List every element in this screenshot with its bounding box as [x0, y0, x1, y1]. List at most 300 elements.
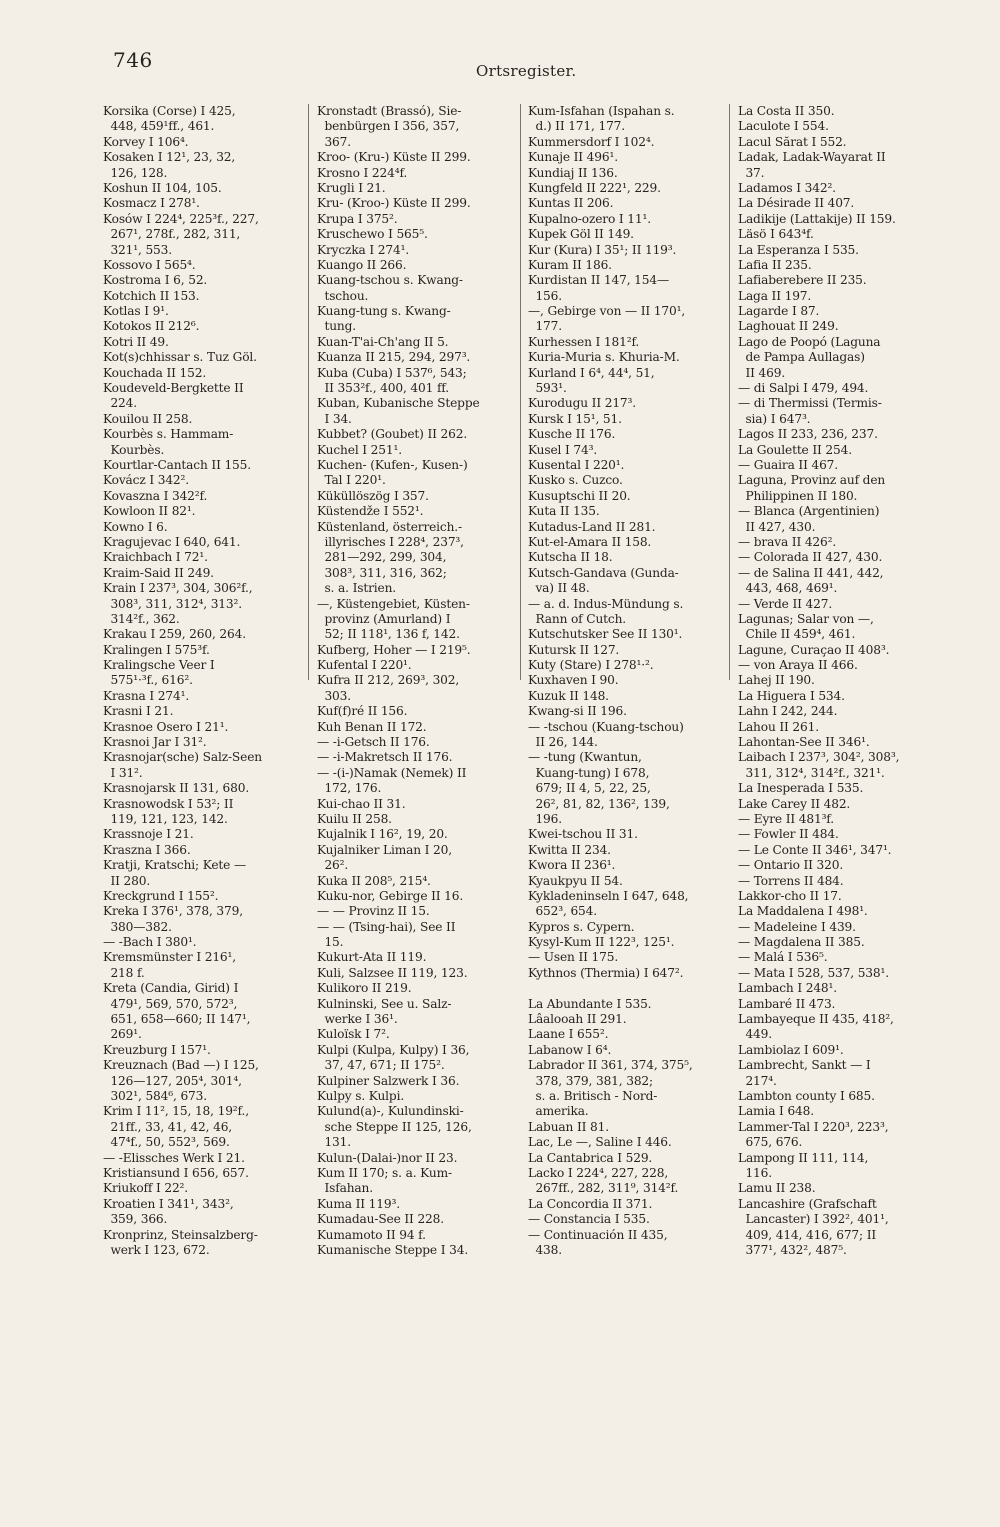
index-line: — a. d. Indus-Mündung s.: [528, 596, 684, 611]
index-line: 651, 658—660; II 147¹,: [103, 1012, 251, 1027]
index-line: Kulun-(Dalai-)nor II 23.: [317, 1150, 458, 1165]
index-line: 269¹.: [103, 1027, 142, 1042]
index-line: 267ff., 282, 311⁹, 314²f.: [528, 1181, 679, 1196]
index-line: Kroatien I 341¹, 343²,: [103, 1196, 234, 1211]
index-line: Kosmacz I 278¹.: [103, 196, 200, 211]
index-line: Kriukoff I 22².: [103, 1181, 189, 1196]
index-line: 126, 128.: [103, 165, 168, 180]
index-line: Kuka II 208⁵, 215⁴.: [317, 873, 431, 888]
index-line: Kungfeld II 222¹, 229.: [528, 180, 661, 195]
index-line: — Usen II 175.: [528, 950, 619, 965]
index-line: Krugli I 21.: [317, 180, 386, 195]
index-line: va) II 48.: [528, 581, 590, 596]
index-line: Kulpy s. Kulpi.: [317, 1089, 405, 1103]
index-line: 21ff., 33, 41, 42, 46,: [103, 1119, 233, 1134]
index-line: Kuli, Salzsee II 119, 123.: [317, 965, 468, 980]
index-line: 448, 459¹ff., 461.: [103, 119, 215, 134]
index-line: Kragujevac I 640, 641.: [103, 534, 241, 549]
index-line: Kur (Kura) I 35¹; II 119³.: [528, 242, 677, 257]
index-line: d.) II 171, 177.: [528, 119, 626, 134]
index-line: La Goulette II 254.: [738, 442, 852, 457]
index-line: Kulninski, See u. Salz-: [317, 996, 452, 1011]
index-line: Kreuznach (Bad —) I 125,: [103, 1058, 259, 1073]
index-line: Kuloïsk I 7².: [317, 1027, 390, 1042]
index-line: tung.: [317, 319, 356, 334]
index-line: Lagunas; Salar von —,: [738, 611, 874, 626]
index-line: Lac, Le —, Saline I 446.: [528, 1135, 672, 1150]
index-line: Kuang-tschou s. Kwang-: [317, 273, 463, 288]
index-line: Lakkor-cho II 17.: [738, 888, 842, 903]
index-line: Ladikije (Lattakije) II 159.: [738, 211, 896, 226]
index-line: Krasnoe Osero I 21¹.: [103, 719, 229, 734]
index-line: 196.: [528, 811, 562, 826]
index-line: 52; II 118¹, 136 f, 142.: [317, 627, 460, 642]
index-line: Laibach I 237³, 304², 308³,: [738, 750, 900, 765]
index-line: Lamu II 238.: [738, 1181, 816, 1196]
index-line: —, Küstengebiet, Küsten-: [317, 596, 470, 611]
index-line: Kuria-Muria s. Khuria-M.: [528, 350, 680, 365]
index-line: — Le Conte II 346¹, 347¹.: [738, 842, 892, 857]
index-line: Lamia I 648.: [738, 1104, 814, 1119]
index-line: Kulikoro II 219.: [317, 981, 412, 996]
index-line: La Désirade II 407.: [738, 196, 855, 211]
index-line: Krasni I 21.: [103, 704, 174, 719]
index-line: 377¹, 432², 487⁵.: [738, 1242, 847, 1257]
index-line: Kru- (Kroo-) Küste II 299.: [317, 196, 471, 211]
index-line: La Concordia II 371.: [528, 1196, 653, 1211]
index-line: Chile II 459⁴, 461.: [738, 627, 856, 642]
index-line: La Esperanza I 535.: [738, 242, 859, 257]
index-line: Kuang-tung) I 678,: [528, 765, 650, 780]
index-line: Küstendže I 552¹.: [317, 504, 424, 519]
index-line: 302¹, 584⁶, 673.: [103, 1089, 207, 1103]
index-line: I 31².: [103, 765, 143, 780]
index-line: — Constancia I 535.: [528, 1212, 650, 1227]
index-line: Lambiolaz I 609¹.: [738, 1042, 844, 1057]
index-line: Kwitta II 234.: [528, 842, 611, 857]
index-line: Ladak, Ladak-Wayarat II: [738, 150, 886, 165]
index-line: Lancashire (Grafschaft: [738, 1196, 877, 1211]
index-line: Lagos II 233, 236, 237.: [738, 427, 878, 442]
index-line: Korsika (Corse) I 425,: [103, 104, 236, 118]
index-line: Kutadus-Land II 281.: [528, 519, 656, 534]
index-line: 217⁴.: [738, 1073, 777, 1088]
index-line: Kuchel I 251¹.: [317, 442, 402, 457]
page-number: 746: [113, 48, 153, 72]
index-line: — -tschou (Kuang-tschou): [528, 719, 684, 734]
index-line: Kuilu II 258.: [317, 811, 392, 826]
index-line: 367.: [317, 134, 351, 149]
index-line: 26², 81, 82, 136², 139,: [528, 796, 670, 811]
index-line: 308³, 311, 316, 362;: [317, 565, 447, 580]
index-line: Lâalooah II 291.: [528, 1012, 627, 1027]
index-line: Kryczka I 274¹.: [317, 242, 410, 257]
index-line: — Verde II 427.: [738, 596, 833, 611]
index-line: Lafiaberebere II 235.: [738, 273, 867, 288]
index-line: Kuty (Stare) I 278¹·².: [528, 658, 654, 673]
index-line: Kossovo I 565⁴.: [103, 257, 196, 272]
index-line: — -i-Getsch II 176.: [317, 735, 430, 750]
index-line: Kristiansund I 656, 657.: [103, 1165, 249, 1180]
index-line: Kuchen- (Kufen-, Kusen-): [317, 457, 468, 472]
index-line: 303.: [317, 688, 351, 703]
index-line: sia) I 647³.: [738, 411, 811, 426]
index-line: Kremsmünster I 216¹,: [103, 950, 236, 965]
index-line: Kwang-si II 196.: [528, 704, 627, 719]
index-line: — -i-Makretsch II 176.: [317, 750, 453, 765]
index-line: Lagune, Curaçao II 408³.: [738, 642, 890, 657]
index-line: Kummersdorf I 102⁴.: [528, 134, 655, 149]
index-line: Kreta (Candia, Girid) I: [103, 981, 239, 996]
index-line: Koudeveld-Bergkette II: [103, 381, 244, 396]
index-line: Labuan II 81.: [528, 1119, 609, 1134]
index-line: 321¹, 553.: [103, 242, 172, 257]
index-line: Kuku-nor, Gebirge II 16.: [317, 888, 464, 903]
index-line: — -(i-)Namak (Nemek) II: [317, 765, 467, 780]
index-line: Kuxhaven I 90.: [528, 673, 619, 688]
index-line: 575¹·³f., 616².: [103, 673, 193, 688]
index-line: La Abundante I 535.: [528, 996, 652, 1011]
index-line: Lambrecht, Sankt — I: [738, 1058, 871, 1073]
index-line: Kotchich II 153.: [103, 288, 200, 303]
index-line: 311, 312⁴, 314²f., 321¹.: [738, 765, 885, 780]
index-line: Krasnojar(sche) Salz-Seen: [103, 750, 262, 765]
index-line: Kwora II 236¹.: [528, 858, 616, 873]
index-line: Kraichbach I 72¹.: [103, 550, 208, 565]
index-line: Korvey I 106⁴.: [103, 134, 189, 149]
index-line: Kulpi (Kulpa, Kulpy) I 36,: [317, 1042, 470, 1057]
index-line: Kufberg, Hoher — I 219⁵.: [317, 642, 471, 657]
index-line: Kronstadt (Brassó), Sie-: [317, 104, 462, 118]
index-line: Kotri II 49.: [103, 334, 169, 349]
index-line: 131.: [317, 1135, 351, 1150]
index-line: — de Salina II 441, 442,: [738, 565, 884, 580]
index-line: Krain I 237³, 304, 306²f.,: [103, 581, 253, 596]
index-line: Kursk I 15¹, 51.: [528, 411, 622, 426]
index-line: 593¹.: [528, 381, 567, 396]
index-line: Ladamos I 342².: [738, 180, 836, 195]
index-line: — Madeleine I 439.: [738, 919, 856, 934]
index-line: Laghouat II 249.: [738, 319, 839, 334]
index-line: Kurland I 6⁴, 44⁴, 51,: [528, 365, 655, 380]
index-line: Kysyl-Kum II 122³, 125¹.: [528, 935, 675, 950]
index-line: Kutursk II 127.: [528, 642, 620, 657]
index-line: Lahontan-See II 346¹.: [738, 735, 870, 750]
index-line: Philippinen II 180.: [738, 488, 858, 503]
index-line: 267¹, 278f., 282, 311,: [103, 227, 241, 242]
index-line: sche Steppe II 125, 126,: [317, 1119, 472, 1134]
index-line: Kratji, Kratschi; Kete —: [103, 858, 246, 873]
index-line: Kufental I 220¹.: [317, 658, 412, 673]
index-line: 15.: [317, 935, 344, 950]
index-line: 47⁴f., 50, 552³, 569.: [103, 1135, 230, 1150]
index-line: Kowno I 6.: [103, 519, 168, 534]
index-line: Lake Carey II 482.: [738, 796, 851, 811]
index-line: Kovácz I 342².: [103, 473, 189, 488]
index-line: — Guaira II 467.: [738, 457, 839, 472]
index-line: Kykladeninseln I 647, 648,: [528, 888, 689, 903]
index-line: Krasnojarsk II 131, 680.: [103, 781, 250, 796]
index-line: Lafia II 235.: [738, 257, 812, 272]
index-line: Kouilou II 258.: [103, 411, 193, 426]
index-line: Kukurt-Ata II 119.: [317, 950, 427, 965]
index-line: — -Bach I 380¹.: [103, 935, 197, 950]
index-line: Kuango II 266.: [317, 257, 407, 272]
index-line: Kowloon II 82¹.: [103, 504, 196, 519]
index-line: Kumanische Steppe I 34.: [317, 1242, 469, 1257]
index-line: Kusuptschi II 20.: [528, 488, 631, 503]
index-line: Koshun II 104, 105.: [103, 180, 222, 195]
index-line: Krupa I 375².: [317, 211, 398, 226]
index-line: Kum-Isfahan (Ispahan s.: [528, 104, 675, 118]
index-line: II 26, 144.: [528, 735, 598, 750]
index-line: Labrador II 361, 374, 375⁵,: [528, 1058, 693, 1073]
index-line: La Inesperada I 535.: [738, 781, 864, 796]
index-line: La Maddalena I 498¹.: [738, 904, 868, 919]
index-line: Kurhessen I 181²f.: [528, 334, 640, 349]
index-line: — Eyre II 481³f.: [738, 811, 834, 826]
index-line: amerika.: [528, 1104, 589, 1119]
index-line: Kosaken I 12¹, 23, 32,: [103, 150, 236, 165]
index-line: — Continuación II 435,: [528, 1227, 668, 1242]
index-line: II 353²f., 400, 401 ff.: [317, 381, 449, 396]
index-column-3: [528, 104, 730, 1258]
index-line: [528, 981, 730, 996]
index-line: Lacul Sărat I 552.: [738, 134, 847, 149]
index-line: II 280.: [103, 873, 151, 888]
index-line: 26².: [317, 858, 349, 873]
index-line: Kostroma I 6, 52.: [103, 273, 208, 288]
index-line: 359, 366.: [103, 1212, 168, 1227]
index-line: Lago de Poopó (Laguna: [738, 334, 881, 349]
index-line: illyrisches I 228⁴, 237³,: [317, 534, 464, 549]
index-line: 438.: [528, 1242, 562, 1257]
index-line: II 469.: [738, 365, 786, 380]
index-line: Kwei-tschou II 31.: [528, 827, 638, 842]
index-line: Kreka I 376¹, 378, 379,: [103, 904, 243, 919]
index-line: Kupek Göl II 149.: [528, 227, 634, 242]
index-line: Kuntas II 206.: [528, 196, 614, 211]
index-line: Kut-el-Amara II 158.: [528, 534, 652, 549]
index-line: Kurodugu II 217³.: [528, 396, 637, 411]
index-line: 116.: [738, 1165, 772, 1180]
index-line: — brava II 426².: [738, 534, 837, 549]
index-line: Kuh Benan II 172.: [317, 719, 427, 734]
index-line: Kuta II 135.: [528, 504, 600, 519]
index-line: Kusche II 176.: [528, 427, 616, 442]
index-line: s. a. Istrien.: [317, 581, 396, 596]
index-line: Lacko I 224⁴, 227, 228,: [528, 1165, 669, 1180]
index-line: Küküllöszög I 357.: [317, 488, 429, 503]
index-line: Krosno I 224⁴f.: [317, 165, 408, 180]
index-line: Kutschutsker See II 130¹.: [528, 627, 683, 642]
index-line: Kotokos II 212⁶.: [103, 319, 200, 334]
index-line: Laguna, Provinz auf den: [738, 473, 886, 488]
index-line: Kosów I 224⁴, 225³f., 227,: [103, 211, 259, 226]
index-line: Lancaster) I 392², 401¹,: [738, 1212, 889, 1227]
index-line: Lammer-Tal I 220³, 223³,: [738, 1119, 889, 1134]
index-line: —, Gebirge von — II 170¹,: [528, 304, 686, 319]
index-line: 119, 121, 123, 142.: [103, 811, 228, 826]
index-line: — Torrens II 484.: [738, 873, 844, 888]
index-line: 281—292, 299, 304,: [317, 550, 447, 565]
index-line: werke I 36¹.: [317, 1012, 398, 1027]
index-line: Kronprinz, Steinsalzberg-: [103, 1227, 258, 1242]
column-rule: [520, 104, 521, 680]
column-rule: [308, 104, 309, 680]
index-line: — von Araya II 466.: [738, 658, 858, 673]
index-line: Lampong II 111, 114,: [738, 1150, 869, 1165]
index-line: 409, 414, 416, 677; II: [738, 1227, 877, 1242]
index-line: Küstenland, österreich.-: [317, 519, 462, 534]
index-line: Kralingen I 575³f.: [103, 642, 210, 657]
index-line: Laculote I 554.: [738, 119, 829, 134]
index-line: 479¹, 569, 570, 572³,: [103, 996, 238, 1011]
index-line: Kourtlar-Cantach II 155.: [103, 457, 251, 472]
index-line: Lahou II 261.: [738, 719, 819, 734]
index-line: La Cantabrica I 529.: [528, 1150, 653, 1165]
index-line: Kulpiner Salzwerk I 36.: [317, 1073, 460, 1088]
index-line: Krakau I 259, 260, 264.: [103, 627, 246, 642]
index-line: Kuf(f)ré II 156.: [317, 704, 408, 719]
index-line: La Higuera I 534.: [738, 688, 845, 703]
index-line: 37.: [738, 165, 765, 180]
index-line: Kourbès.: [103, 442, 165, 457]
index-line: Kroo- (Kru-) Küste II 299.: [317, 150, 471, 165]
index-line: Kuan-T'ai-Ch'ang II 5.: [317, 334, 449, 349]
index-line: Kutscha II 18.: [528, 550, 613, 565]
index-line: 652³, 654.: [528, 904, 597, 919]
index-line: benbürgen I 356, 357,: [317, 119, 460, 134]
index-line: Kyaukpyu II 54.: [528, 873, 623, 888]
index-line: Kusental I 220¹.: [528, 457, 625, 472]
index-line: — Fowler II 484.: [738, 827, 839, 842]
index-line: Labanow I 6⁴.: [528, 1042, 612, 1057]
index-line: provinz (Amurland) I: [317, 611, 451, 626]
index-line: 156.: [528, 288, 562, 303]
index-line: Kumamoto II 94 f.: [317, 1227, 426, 1242]
index-line: Krim I 11², 15, 18, 19²f.,: [103, 1104, 249, 1119]
index-line: 314²f., 362.: [103, 611, 180, 626]
index-line: werk I 123, 672.: [103, 1242, 210, 1257]
index-line: de Pampa Aullagas): [738, 350, 865, 365]
index-line: Kum II 170; s. a. Kum-: [317, 1165, 452, 1180]
index-line: I 34.: [317, 411, 352, 426]
index-line: Kotlas I 9¹.: [103, 304, 169, 319]
index-line: — Ontario II 320.: [738, 858, 844, 873]
index-line: Krassnoje I 21.: [103, 827, 194, 842]
index-line: — — (Tsing-hai), See II: [317, 919, 456, 934]
index-line: Krasnoi Jar I 31².: [103, 735, 207, 750]
index-line: 449.: [738, 1027, 772, 1042]
index-line: Kourbès s. Hammam-: [103, 427, 234, 442]
index-line: 172, 176.: [317, 781, 382, 796]
index-line: Kot(s)chhissar s. Tuz Göl.: [103, 350, 257, 365]
index-column-1: [103, 104, 303, 1258]
index-line: Laga II 197.: [738, 288, 812, 303]
index-line: Lambach I 248¹.: [738, 981, 837, 996]
index-line: — di Thermissi (Termis-: [738, 396, 882, 411]
index-line: Lambayeque II 435, 418²,: [738, 1012, 894, 1027]
index-line: — Malá I 536⁵.: [738, 950, 828, 965]
index-line: Kumadau-See II 228.: [317, 1212, 444, 1227]
index-line: Kujalnik I 16², 19, 20.: [317, 827, 448, 842]
index-line: Kundiaj II 136.: [528, 165, 618, 180]
index-line: Kuzuk II 148.: [528, 688, 609, 703]
index-line: s. a. Britisch - Nord-: [528, 1089, 658, 1103]
index-line: — Magdalena II 385.: [738, 935, 865, 950]
index-line: Kubbet? (Goubet) II 262.: [317, 427, 468, 442]
index-line: Kralingsche Veer I: [103, 658, 215, 673]
index-line: Kovaszna I 342²f.: [103, 488, 208, 503]
index-line: Kuanza II 215, 294, 297³.: [317, 350, 471, 365]
index-line: Kutsch-Gandava (Gunda-: [528, 565, 679, 580]
index-line: Kurdistan II 147, 154—: [528, 273, 670, 288]
running-head: Ortsregister.: [476, 62, 577, 80]
index-line: tschou.: [317, 288, 369, 303]
index-line: Kraim-Said II 249.: [103, 565, 214, 580]
index-line: 224.: [103, 396, 137, 411]
index-line: Läsö I 643⁴f.: [738, 227, 814, 242]
index-line: Krasna I 274¹.: [103, 688, 190, 703]
index-line: Kuba (Cuba) I 537⁶, 543;: [317, 365, 467, 380]
index-line: Kusko s. Cuzco.: [528, 473, 623, 488]
index-line: Lagarde I 87.: [738, 304, 820, 319]
index-line: Kuang-tung s. Kwang-: [317, 304, 451, 319]
index-line: Kythnos (Thermia) I 647².: [528, 965, 684, 980]
index-line: Lahn I 242, 244.: [738, 704, 838, 719]
index-column-4: [738, 104, 938, 1258]
index-line: Kouchada II 152.: [103, 365, 207, 380]
index-line: 308³, 311, 312⁴, 313².: [103, 596, 242, 611]
index-line: 443, 468, 469¹.: [738, 581, 838, 596]
index-line: — Mata I 528, 537, 538¹.: [738, 965, 889, 980]
index-line: La Costa II 350.: [738, 104, 835, 118]
index-line: 675, 676.: [738, 1135, 803, 1150]
index-line: 679; II 4, 5, 22, 25,: [528, 781, 651, 796]
index-line: 378, 379, 381, 382;: [528, 1073, 653, 1088]
index-line: — -tung (Kwantun,: [528, 750, 642, 765]
index-line: Lambton county I 685.: [738, 1089, 875, 1103]
index-line: Lahej II 190.: [738, 673, 815, 688]
index-line: — — Provinz II 15.: [317, 904, 430, 919]
index-line: Rann of Cutch.: [528, 611, 626, 626]
index-line: 380—382.: [103, 919, 172, 934]
index-line: Kujalniker Liman I 20,: [317, 842, 452, 857]
index-column-2: [317, 104, 517, 1258]
index-line: Kui-chao II 31.: [317, 796, 406, 811]
index-line: 218 f.: [103, 965, 145, 980]
index-line: Kupalno-ozero I 11¹.: [528, 211, 651, 226]
index-line: Tal I 220¹.: [317, 473, 386, 488]
index-line: Kreckgrund I 155².: [103, 888, 219, 903]
index-line: Kuram II 186.: [528, 257, 612, 272]
index-line: Kreuzburg I 157¹.: [103, 1042, 211, 1057]
index-line: Kufra II 212, 269³, 302,: [317, 673, 460, 688]
index-line: 126—127, 205⁴, 301⁴,: [103, 1073, 242, 1088]
index-line: — Colorada II 427, 430.: [738, 550, 883, 565]
index-line: — -Elissches Werk I 21.: [103, 1150, 245, 1165]
index-line: Kulund(a)-, Kulundinski-: [317, 1104, 464, 1119]
index-line: Kypros s. Cypern.: [528, 919, 635, 934]
index-line: Kusel I 74³.: [528, 442, 598, 457]
index-line: Kuban, Kubanische Steppe: [317, 396, 480, 411]
index-line: Laane I 655².: [528, 1027, 609, 1042]
index-line: Kunaje II 496¹.: [528, 150, 618, 165]
index-line: II 427, 430.: [738, 519, 816, 534]
index-line: Isfahan.: [317, 1181, 373, 1196]
index-line: Kruschewo I 565⁵.: [317, 227, 428, 242]
